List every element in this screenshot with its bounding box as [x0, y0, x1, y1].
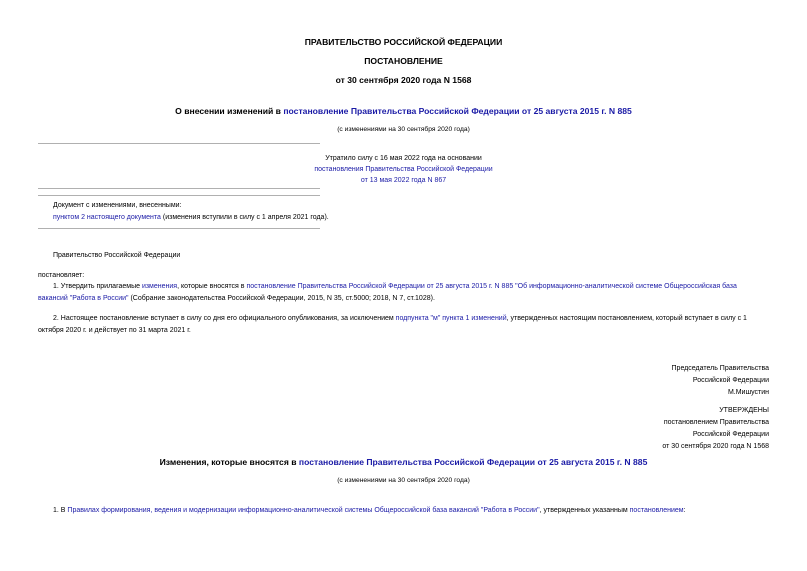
p2-text-b: , утвержденных настоящим постановлением, который вступает в силу с 1	[506, 315, 747, 322]
approved-block	[662, 405, 769, 453]
title-prefix: О внесении изменений в	[175, 106, 284, 116]
approved-title: УТВЕРЖДЕНЫ	[719, 407, 769, 414]
divider	[38, 195, 320, 196]
expired-link-2[interactable]: от 13 мая 2022 года N 867	[360, 177, 447, 184]
resolves-line: постановляет:	[38, 272, 85, 279]
changes-title-edition: (с изменениями на 30 сентября 2020 года)	[337, 477, 470, 484]
p1-changes-link[interactable]: изменения	[141, 283, 178, 290]
p1-resolution-link-cont[interactable]: вакансий "Работа в России"	[38, 295, 129, 302]
item1-text-c: :	[683, 507, 686, 514]
item1-rules-link[interactable]: Правилах формирования, ведения и модернизации информационно-аналитической системы Общероссийской база вакансий "Работа в России"	[67, 507, 540, 514]
title-edition: (с изменениями на 30 сентября 2020 года)	[337, 126, 470, 133]
changes-title-prefix: Изменения, которые вносятся в	[159, 457, 299, 467]
title-link[interactable]: постановление Правительства Российской Федерации от 25 августа 2015 г. N 885	[283, 106, 632, 116]
divider	[38, 143, 320, 144]
divider	[38, 228, 320, 229]
p1-text-a: 1. Утвердить прилагаемые	[53, 283, 142, 290]
p1-text-c: (Собрание законодательства Российской Федерации, 2015, N 35, ст.5000; 2018, N 7, ст.1028).	[128, 295, 435, 302]
doc-type-heading: ПОСТАНОВЛЕНИЕ	[364, 56, 443, 66]
p2-text-c: октября 2020 г. и действует по 31 марта 2021 г.	[38, 327, 191, 334]
item-1	[53, 505, 773, 517]
changes-note	[53, 200, 329, 224]
signature-title: Председатель Правительства	[671, 365, 769, 372]
paragraph-2	[38, 313, 770, 337]
p1-text-b: , которые вносятся в	[177, 283, 247, 290]
changes-note-link[interactable]: пунктом 2 настоящего документа	[53, 214, 161, 221]
org-heading: ПРАВИТЕЛЬСТВО РОССИЙСКОЙ ФЕДЕРАЦИИ	[304, 37, 503, 47]
item1-resolution-link[interactable]: постановлением	[629, 507, 684, 514]
expired-line: Утратило силу с 16 мая 2022 года на основании	[325, 155, 482, 162]
approved-by: постановлением Правительства	[663, 419, 769, 426]
p2-text-a: 2. Настоящее постановление вступает в силу со дня его официального опубликования, за исключением	[53, 315, 396, 322]
p2-subitem-link[interactable]: подпункта "м" пункта 1 изменений	[395, 315, 507, 322]
doc-date-number: от 30 сентября 2020 года N 1568	[335, 75, 472, 85]
p1-resolution-link[interactable]: постановление Правительства Российской Федерации от 25 августа 2015 г. N 885 "Об информационно-аналитической системе Общероссийская база	[246, 283, 737, 290]
signature-org: Российской Федерации	[692, 377, 769, 384]
approved-org: Российской Федерации	[692, 431, 769, 438]
signature-name: М.Мишустин	[727, 389, 769, 396]
divider	[38, 188, 320, 189]
item1-text-a: 1. В	[53, 507, 68, 514]
government-line: Правительство Российской Федерации	[53, 252, 181, 259]
paragraph-1	[38, 281, 770, 305]
item1-text-b: , утвержденных указанным	[539, 507, 630, 514]
expired-link-1[interactable]: постановления Правительства Российской Федерации	[314, 166, 493, 173]
approved-date: от 30 сентября 2020 года N 1568	[662, 443, 769, 450]
signature-block	[672, 363, 769, 399]
changes-title-link[interactable]: постановление Правительства Российской Федерации от 25 августа 2015 г. N 885	[298, 457, 648, 467]
changes-title	[0, 457, 807, 467]
changes-note-line: Документ с изменениями, внесенными:	[53, 202, 182, 209]
expired-notice	[0, 153, 807, 186]
document-title	[0, 106, 807, 116]
changes-note-suffix: (изменения вступили в силу с 1 апреля 2021 года).	[160, 214, 329, 221]
